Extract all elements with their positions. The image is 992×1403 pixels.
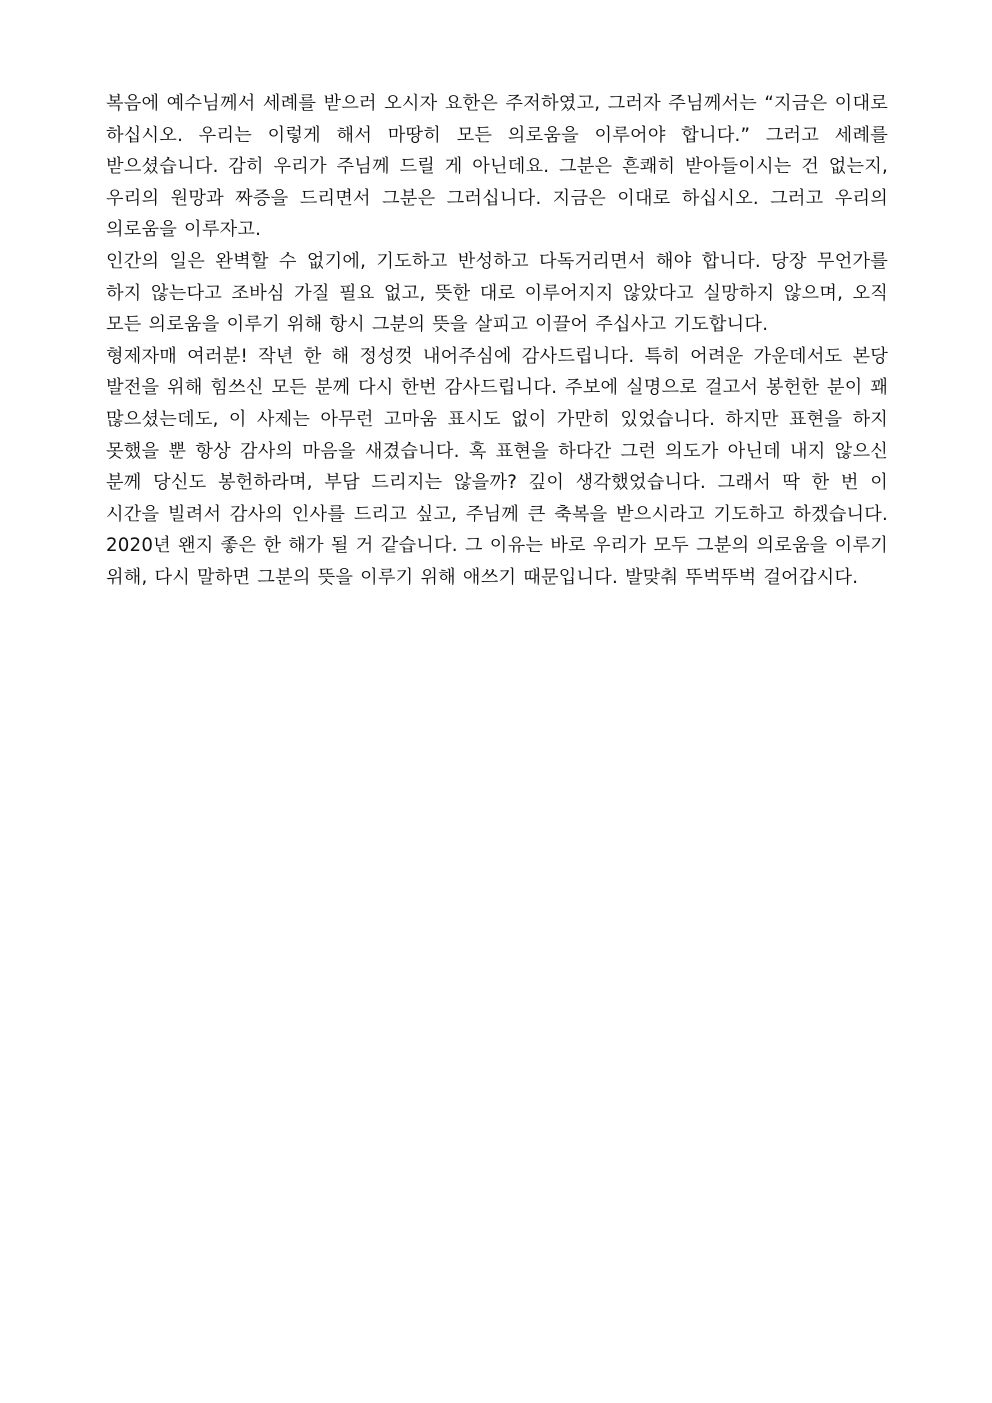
paragraph-thanks: 형제자매 여러분! 작년 한 해 정성껏 내어주심에 감사드립니다. 특히 어려운 가운데서도 본당 발전을 위해 힘쓰신 모든 분께 다시 한번 감사드립니다. 주보에 실명으로 걸고서 봉헌한 분이 꽤 많으셨는데도, 이 사제는 아무런 고마움 표시도 없이 가만히 있었습니다. 하지만 표현을 하지 못했을 뿐 항상 감사의 마음을 새겼습니다. 혹 표현을 하다간 그런 의도가 아닌데 내지 않으신 분께 당신도 봉헌하라며, 부담 드리지는 않을까? 깊이 생각했었습니다. 그래서 딱 한 번 이 시간을 빌려서 감사의 인사를 드리고 싶고, 주님께 큰 축복을 받으시라고 기도하고 하겠습니다. 2020년 왠지 좋은 한 해가 될 거 같습니다. 그 이유는 바로 우리가 모두 그분의 의로움을 이루기 위해, 다시 말하면 그분의 뜻을 이루기 위해 애쓰기 때문입니다. 발맞춰 뚜벅뚜벅 걸어갑시다. [106,345,888,588]
document-page [106,88,888,594]
paragraph-prayer: 인간의 일은 완벽할 수 없기에, 기도하고 반성하고 다독거리면서 해야 합니다. 당장 무언가를 하지 않는다고 조바심 가질 필요 없고, 뜻한 대로 이루어지지 않았다고 실망하지 않으며, 오직 모든 의로움을 이루기 위해 항시 그분의 뜻을 살피고 이끌어 주십사고 기도합니다. [106,250,888,336]
paragraph-baptism: 복음에 예수님께서 세례를 받으러 오시자 요한은 주저하였고, 그러자 주님께서는 “지금은 이대로 하십시오. 우리는 이렇게 해서 마땅히 모든 의로움을 이루어야 합니다.” 그러고 세례를 받으셨습니다. 감히 우리가 주님께 드릴 게 아닌데요. 그분은 흔쾌히 받아들이시는 건 없는지, 우리의 원망과 짜증을 드리면서 그분은 그러십니다. 지금은 이대로 하십시오. 그러고 우리의 의로움을 이루자고. [106,93,888,241]
